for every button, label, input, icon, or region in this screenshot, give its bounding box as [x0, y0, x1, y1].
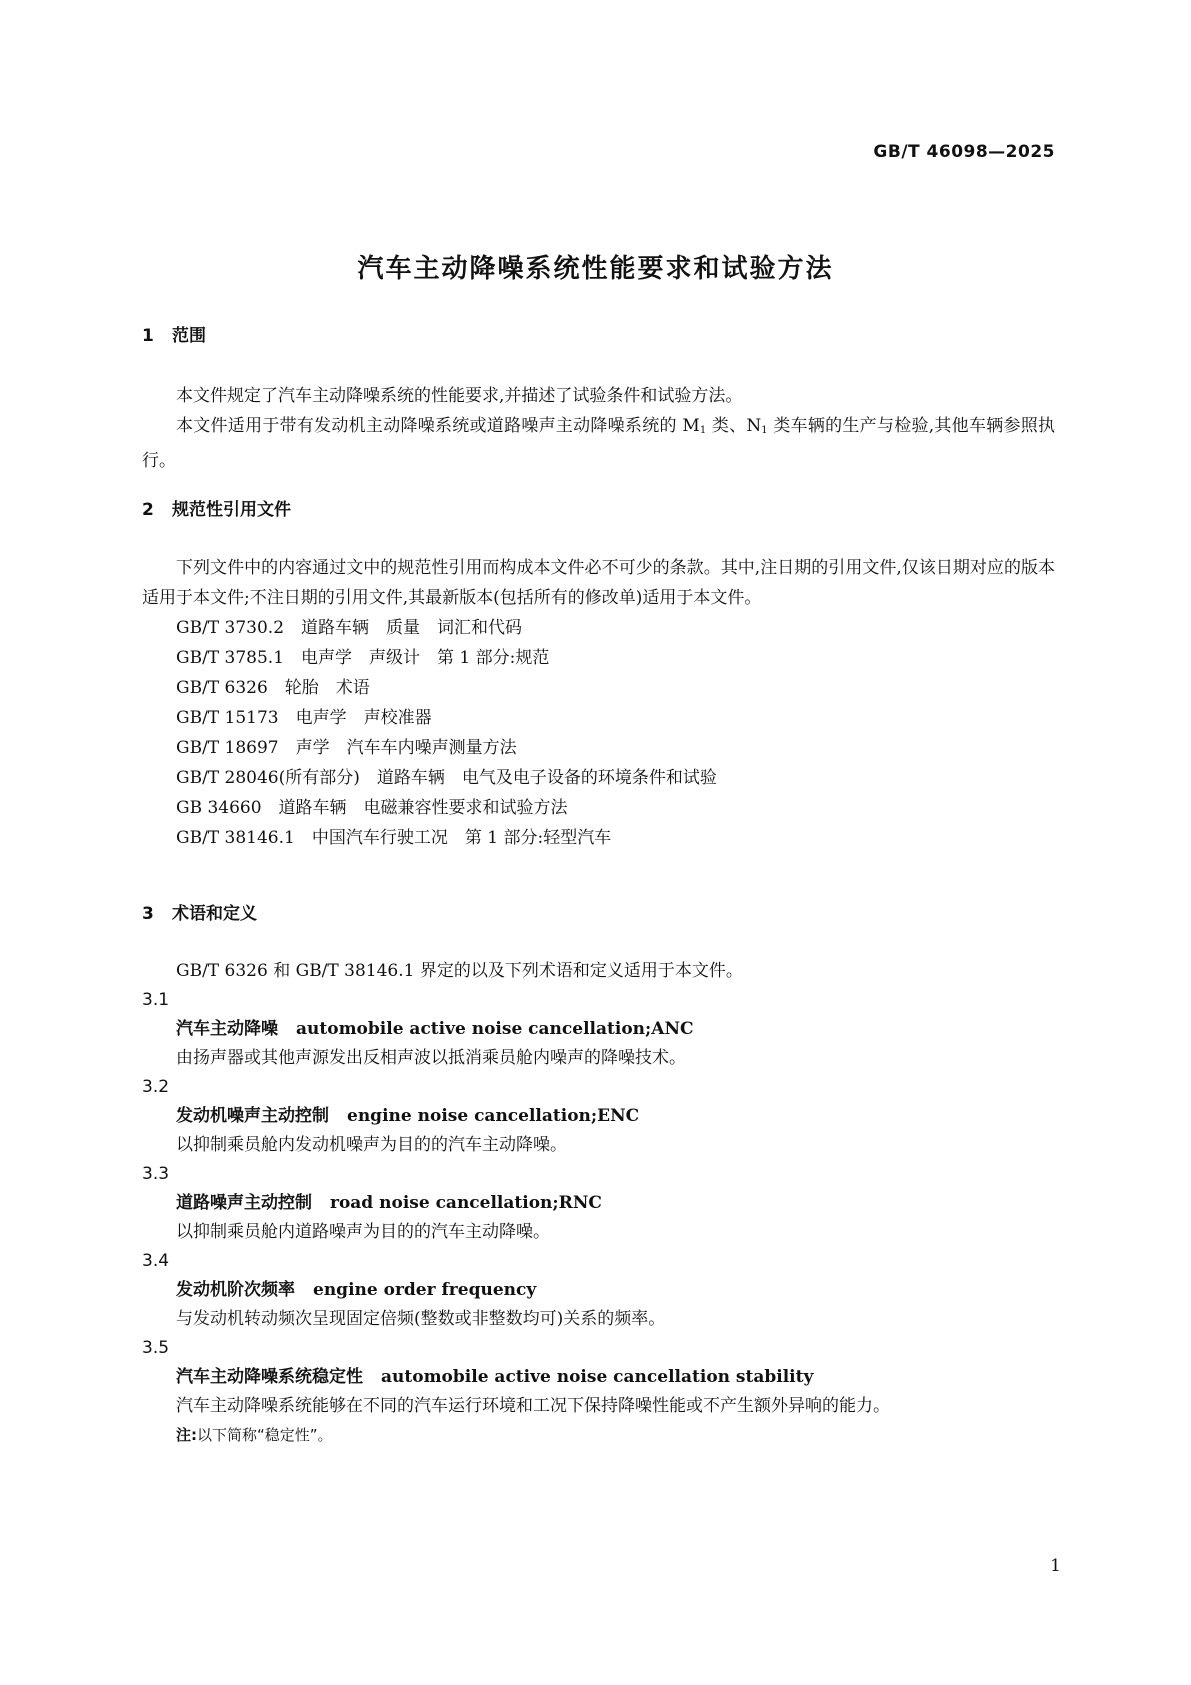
standard-number: GB/T 46098—2025: [873, 142, 1055, 162]
paragraph: [142, 411, 1055, 476]
paragraph-text: 类、N: [706, 416, 762, 436]
term-definition: 与发动机转动频次呈现固定倍频(整数或非整数均可)关系的频率。: [176, 1309, 666, 1329]
paragraph: 本文件规定了汽车主动降噪系统的性能要求,并描述了试验条件和试验方法。: [176, 386, 743, 406]
section-1: [142, 321, 1055, 351]
document-title: 汽车主动降噪系统性能要求和试验方法: [357, 254, 834, 284]
section-title: 规范性引用文件: [172, 500, 291, 520]
section-3: [142, 899, 1055, 929]
paragraph-text: 类车辆的生产与检验,其他车辆参照执行。: [142, 416, 1056, 471]
term-definition: 由扬声器或其他声源发出反相声波以抵消乘员舱内噪声的降噪技术。: [176, 1048, 686, 1068]
term-name-zh: 道路噪声主动控制: [176, 1193, 312, 1213]
term-name-zh: 发动机阶次频率: [176, 1280, 295, 1300]
section-3-body: [142, 957, 1055, 1450]
page-number: 1: [1050, 1556, 1061, 1576]
section-title: 范围: [172, 326, 206, 346]
section-title: 术语和定义: [172, 904, 257, 924]
term-name: [142, 1102, 1055, 1131]
term-definition: 以抑制乘员舱内道路噪声为目的的汽车主动降噪。: [176, 1222, 550, 1242]
term-name-zh: 汽车主动降噪系统稳定性: [176, 1367, 363, 1387]
term-definition: 以抑制乘员舱内发动机噪声为目的的汽车主动降噪。: [176, 1135, 567, 1155]
note: [142, 1421, 1055, 1450]
note-text: 以下简称“稳定性”。: [197, 1426, 333, 1444]
paragraph: 下列文件中的内容通过文中的规范性引用而构成本文件必不可少的条款。其中,注日期的引用文件,仅该日期对应的版本适用于本文件;不注日期的引用文件,其最新版本(包括所有的修改单)适用于本文件。: [142, 558, 1055, 608]
term-name-en: engine order frequency: [313, 1280, 537, 1300]
term-number: 3.1: [142, 990, 170, 1010]
reference-item: GB 34660 道路车辆 电磁兼容性要求和试验方法: [176, 798, 568, 818]
reference-item: GB/T 3730.2 道路车辆 质量 词汇和代码: [176, 618, 523, 638]
term-name: [142, 1276, 1055, 1305]
term-name: [142, 1189, 1055, 1218]
term-number: 3.5: [142, 1338, 170, 1358]
term-number: 3.3: [142, 1164, 170, 1184]
section-2: [142, 495, 1055, 525]
term-name-zh: 汽车主动降噪: [176, 1019, 278, 1039]
term-name-en: automobile active noise cancellation;ANC: [296, 1019, 694, 1039]
subscript: 1: [699, 425, 707, 436]
reference-item: GB/T 18697 声学 汽车车内噪声测量方法: [176, 738, 517, 758]
section-2-heading: [142, 495, 1055, 525]
section-number: 2: [142, 500, 154, 520]
subscript: 1: [761, 425, 768, 436]
paragraph: GB/T 6326 和 GB/T 38146.1 界定的以及下列术语和定义适用于本文件。: [176, 961, 743, 981]
reference-item: GB/T 38146.1 中国汽车行驶工况 第 1 部分:轻型汽车: [176, 828, 612, 848]
section-2-body: [142, 553, 1055, 853]
reference-item: GB/T 6326 轮胎 术语: [176, 678, 370, 698]
term-definition: 汽车主动降噪系统能够在不同的汽车运行环境和工况下保持降噪性能或不产生额外异响的能力。: [176, 1396, 890, 1416]
reference-item: GB/T 15173 电声学 声校准器: [176, 708, 432, 728]
section-1-heading: [142, 321, 1055, 351]
term-number: 3.4: [142, 1251, 170, 1271]
section-number: 1: [142, 326, 154, 346]
reference-item: GB/T 3785.1 电声学 声级计 第 1 部分:规范: [176, 648, 550, 668]
section-1-body: [142, 381, 1055, 476]
term-number: 3.2: [142, 1077, 170, 1097]
note-label: 注:: [176, 1426, 197, 1444]
section-3-heading: [142, 899, 1055, 929]
term-name: [142, 1363, 1055, 1392]
term-name-en: automobile active noise cancellation stability: [381, 1367, 814, 1387]
term-name-en: road noise cancellation;RNC: [330, 1193, 602, 1213]
paragraph-text: 本文件适用于带有发动机主动降噪系统或道路噪声主动降噪系统的 M: [176, 416, 700, 436]
reference-item: GB/T 28046(所有部分) 道路车辆 电气及电子设备的环境条件和试验: [176, 768, 717, 788]
term-name: [142, 1015, 1055, 1044]
term-name-zh: 发动机噪声主动控制: [176, 1106, 329, 1126]
term-name-en: engine noise cancellation;ENC: [347, 1106, 640, 1126]
section-number: 3: [142, 904, 154, 924]
